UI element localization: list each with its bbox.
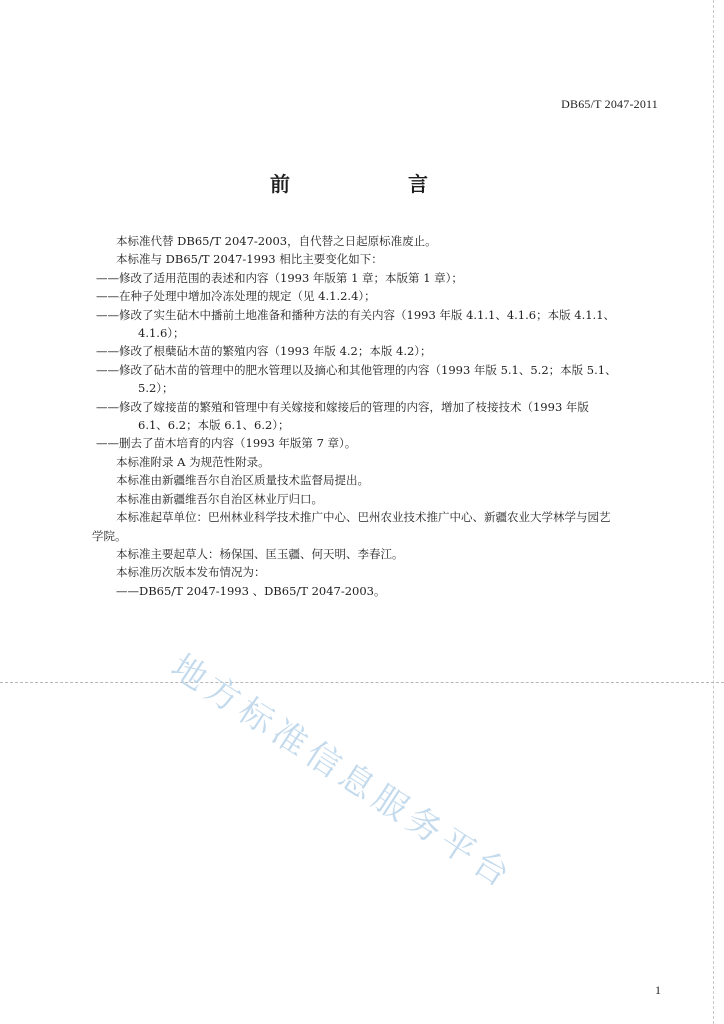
change-item-grafting: ——修改了嫁接苗的繁殖和管理中有关嫁接和嫁接后的管理的内容，增加了枝接技术（1993 年版 (96, 399, 589, 414)
change-item-rootstock-management: ——修改了砧木苗的管理中的肥水管理以及摘心和其他管理的内容（1993 年版 5.1、5.2；本版 5.1、 (96, 362, 617, 377)
change-item-scope: ——修改了适用范围的表述和内容（1993 年版第 1 章；本版第 1 章）； (96, 270, 463, 285)
paragraph-replacement: 本标准代替 DB65/T 2047-2003，自代替之日起原标准废止。 (116, 234, 437, 248)
watermark-text: 地方标准信息服务平台 (163, 646, 522, 899)
page-number: 1 (655, 983, 661, 997)
standard-code: DB65/T 2047-2011 (561, 97, 658, 111)
change-item-sucker-rootstock: ——修改了根蘖砧木苗的繁殖内容（1993 年版 4.2；本版 4.2）； (96, 344, 432, 359)
paragraph-history-intro: 本标准历次版本发布情况为： (116, 565, 266, 580)
paragraph-drafting-units: 本标准起草单位：巴州林业科学技术推广中心、巴州农业技术推广中心、新疆农业大学林学与园艺 (116, 510, 611, 525)
paragraph-administrator: 本标准由新疆维吾尔自治区林业厅归口。 (116, 491, 323, 506)
page-title: 前 言 (270, 172, 454, 196)
change-item-seed-treatment: ——在种子处理中增加冷冻处理的规定（见 4.1.2.4）； (96, 289, 376, 304)
paragraph-proposer: 本标准由新疆维吾尔自治区质量技术监督局提出。 (116, 473, 369, 488)
paragraph-changes-intro: 本标准与 DB65/T 2047-1993 相比主要变化如下： (116, 252, 383, 267)
change-item-deleted: ——删去了苗木培育的内容（1993 年版第 7 章）。 (96, 436, 357, 451)
paragraph-appendix: 本标准附录 A 为规范性附录。 (116, 454, 270, 469)
scan-fold-line (0, 682, 724, 683)
change-item-grafting-cont: 6.1、6.2；本版 6.1、6.2）； (138, 418, 290, 433)
change-item-seedling-rootstock-cont: 4.1.6）； (138, 326, 185, 341)
paragraph-drafting-units-cont: 学院。 (92, 528, 127, 543)
change-item-seedling-rootstock: ——修改了实生砧木中播前土地准备和播种方法的有关内容（1993 年版 4.1.1、4.1.6；本版 4.1.1、 (96, 307, 616, 322)
scan-edge-line (713, 0, 714, 1024)
change-item-rootstock-management-cont: 5.2）； (138, 381, 174, 396)
foreword-body (92, 232, 666, 600)
paragraph-drafters: 本标准主要起草人：杨保国、匡玉疆、何天明、李春江。 (116, 546, 404, 561)
paragraph-history: ——DB65/T 2047-1993 、DB65/T 2047-2003。 (116, 583, 386, 598)
